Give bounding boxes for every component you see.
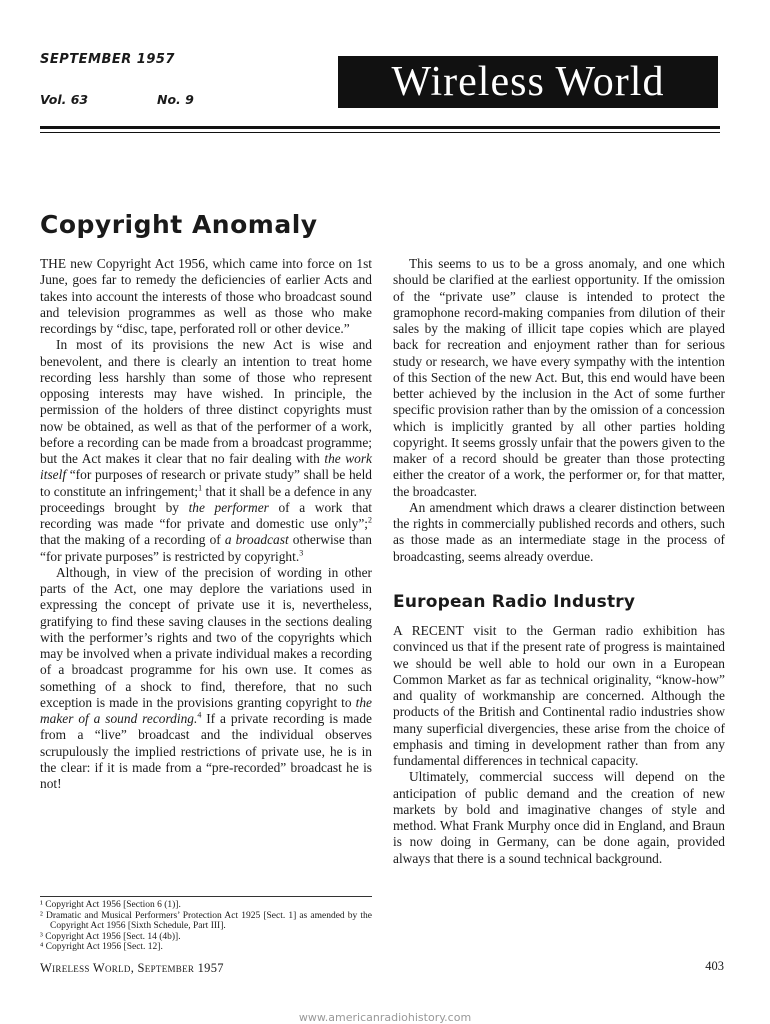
article1-paragraph-3: Although, in view of the precision of wording in other parts of the Act, one may deplore the variations used in expressing the concept of private use it is, nevertheless, gratifying to find these saving clauses in the sections dealing with the performer’s rights and two of the copyrights which may be involved when a private individual makes a recording of a broadcast programme for his own use. It comes as something of a shock to find, therefore, that no such exception is made in the provisions granting copyright to the maker of a sound recording.$^4$ If a private recording is made from a “live” broadcast and the individual observes scrupulously the implied restrictions of private use, he is in the clear: if it is made from a “pre-recorded” broadcast he is not!	[40, 564, 372, 791]
article1-paragraph-2: In most of its provisions the new Act is wise and benevolent, and there is clearly an intention to treat home recording less harshly than some of those who represent opposing interests may have wished. In principle, the permission of the holders of three distinct copyrights must now be obtained, as well as that of the performer of a work, before a recording can be made from a broadcast programme; but the Act makes it clear that no fair dealing with the work itself “for purposes of research or private study” shall be held to constitute an infringement;$^1$ that it shall be a defence in any proceedings brought by the performer of a work that recording was made “for private and domestic use only”;$^2$ that the making of a recording of a broadcast otherwise than “for private purposes” is restricted by copyright.$^3$	[40, 337, 372, 564]
footnote-2: ² Dramatic and Musical Performers’ Protection Act 1925 [Sect. 1] as amended by the Copyright Act 1956 [Sixth Schedule, Part III].	[40, 910, 372, 931]
footnote-ref-2: 2	[368, 515, 372, 525]
footnote-ref-4: 4	[197, 710, 202, 720]
issue-number: No. 9	[157, 92, 194, 107]
footnotes	[40, 896, 372, 953]
footnote-ref-3: 3	[299, 548, 304, 558]
footnote-ref-1: 1	[198, 483, 203, 493]
article2-paragraph-2: Ultimately, commercial success will depend on the anticipation of public demand and the creation of new markets by bold and imaginative changes of style and method. What Frank Murphy once did in England, and Braun is now doing in Germany, can be done again, provided always that there is a sound technical background.	[393, 769, 725, 866]
volume-number: Vol. 63	[40, 92, 89, 107]
issue-date: SEPTEMBER 1957	[40, 52, 175, 67]
masthead-logo: Wireless World	[338, 56, 718, 108]
article1-paragraph-4: This seems to us to be a gross anomaly, and one which should be clarified at the earliest opportunity. If the omission of the “private use” clause is intended to protect the gramophone record-making companies from dilution of their sales by the making of illicit tape copies which are played back for recreation and enjoyment rather than for serious study or research, we have every sympathy with the intention of this Section of the new Act. But, this end would have been better achieved by the inclusion in the Act of some further specific provision rather than by the omission of a concession which is implicitly granted by all other parties holding copyright. It seems grossly unfair that the powers given to the maker of a record should be greater than those protecting either the creator of a work, the performer or, for that matter, the broadcaster.	[393, 256, 725, 499]
source-watermark: www.americanradiohistory.com	[298, 1011, 472, 1024]
article-title-copyright: Copyright Anomaly	[40, 210, 318, 239]
article1-paragraph-5: An amendment which draws a clearer distinction between the rights in commercially published records and others, such as those made as an intermediate stage in the process of broadcasting, seems already overdue.	[393, 499, 725, 564]
footer-running-title: Wireless World, September 1957	[40, 961, 224, 975]
page-number: 403	[705, 959, 724, 973]
article-title-european-radio: European Radio Industry	[393, 591, 636, 612]
footnote-3: ³ Copyright Act 1956 [Sect. 14 (4b)].	[40, 931, 181, 942]
issue-volume-line	[40, 92, 194, 107]
header-rule-thick	[40, 126, 720, 129]
article2-paragraph-1: A RECENT visit to the German radio exhibition has convinced us that if the present rate of progress is maintained we should be well able to hold our own in a European Common Market as far as technical originality, “know-how” and quality of workmanship are concerned. Although the products of the British and Continental radio industries show many superficial divergencies, these arise from the choice of emphasis and timing in development rather than from any fundamental differences in technical capacity.	[393, 623, 725, 768]
left-column	[40, 256, 372, 792]
right-column	[393, 256, 725, 867]
footnote-4: ⁴ Copyright Act 1956 [Sect. 12].	[40, 942, 163, 952]
article1-paragraph-1: THE new Copyright Act 1956, which came into force on 1st June, goes far to remedy the deficiencies of earlier Acts and takes into account the interests of those who broadcast sound and television programmes as well as those who make recordings by “disc, tape, perforated roll or other device.”	[40, 256, 372, 336]
footnote-1: ¹ Copyright Act 1956 [Section 6 (1)].	[40, 900, 181, 910]
header-rule-thin	[40, 132, 720, 133]
